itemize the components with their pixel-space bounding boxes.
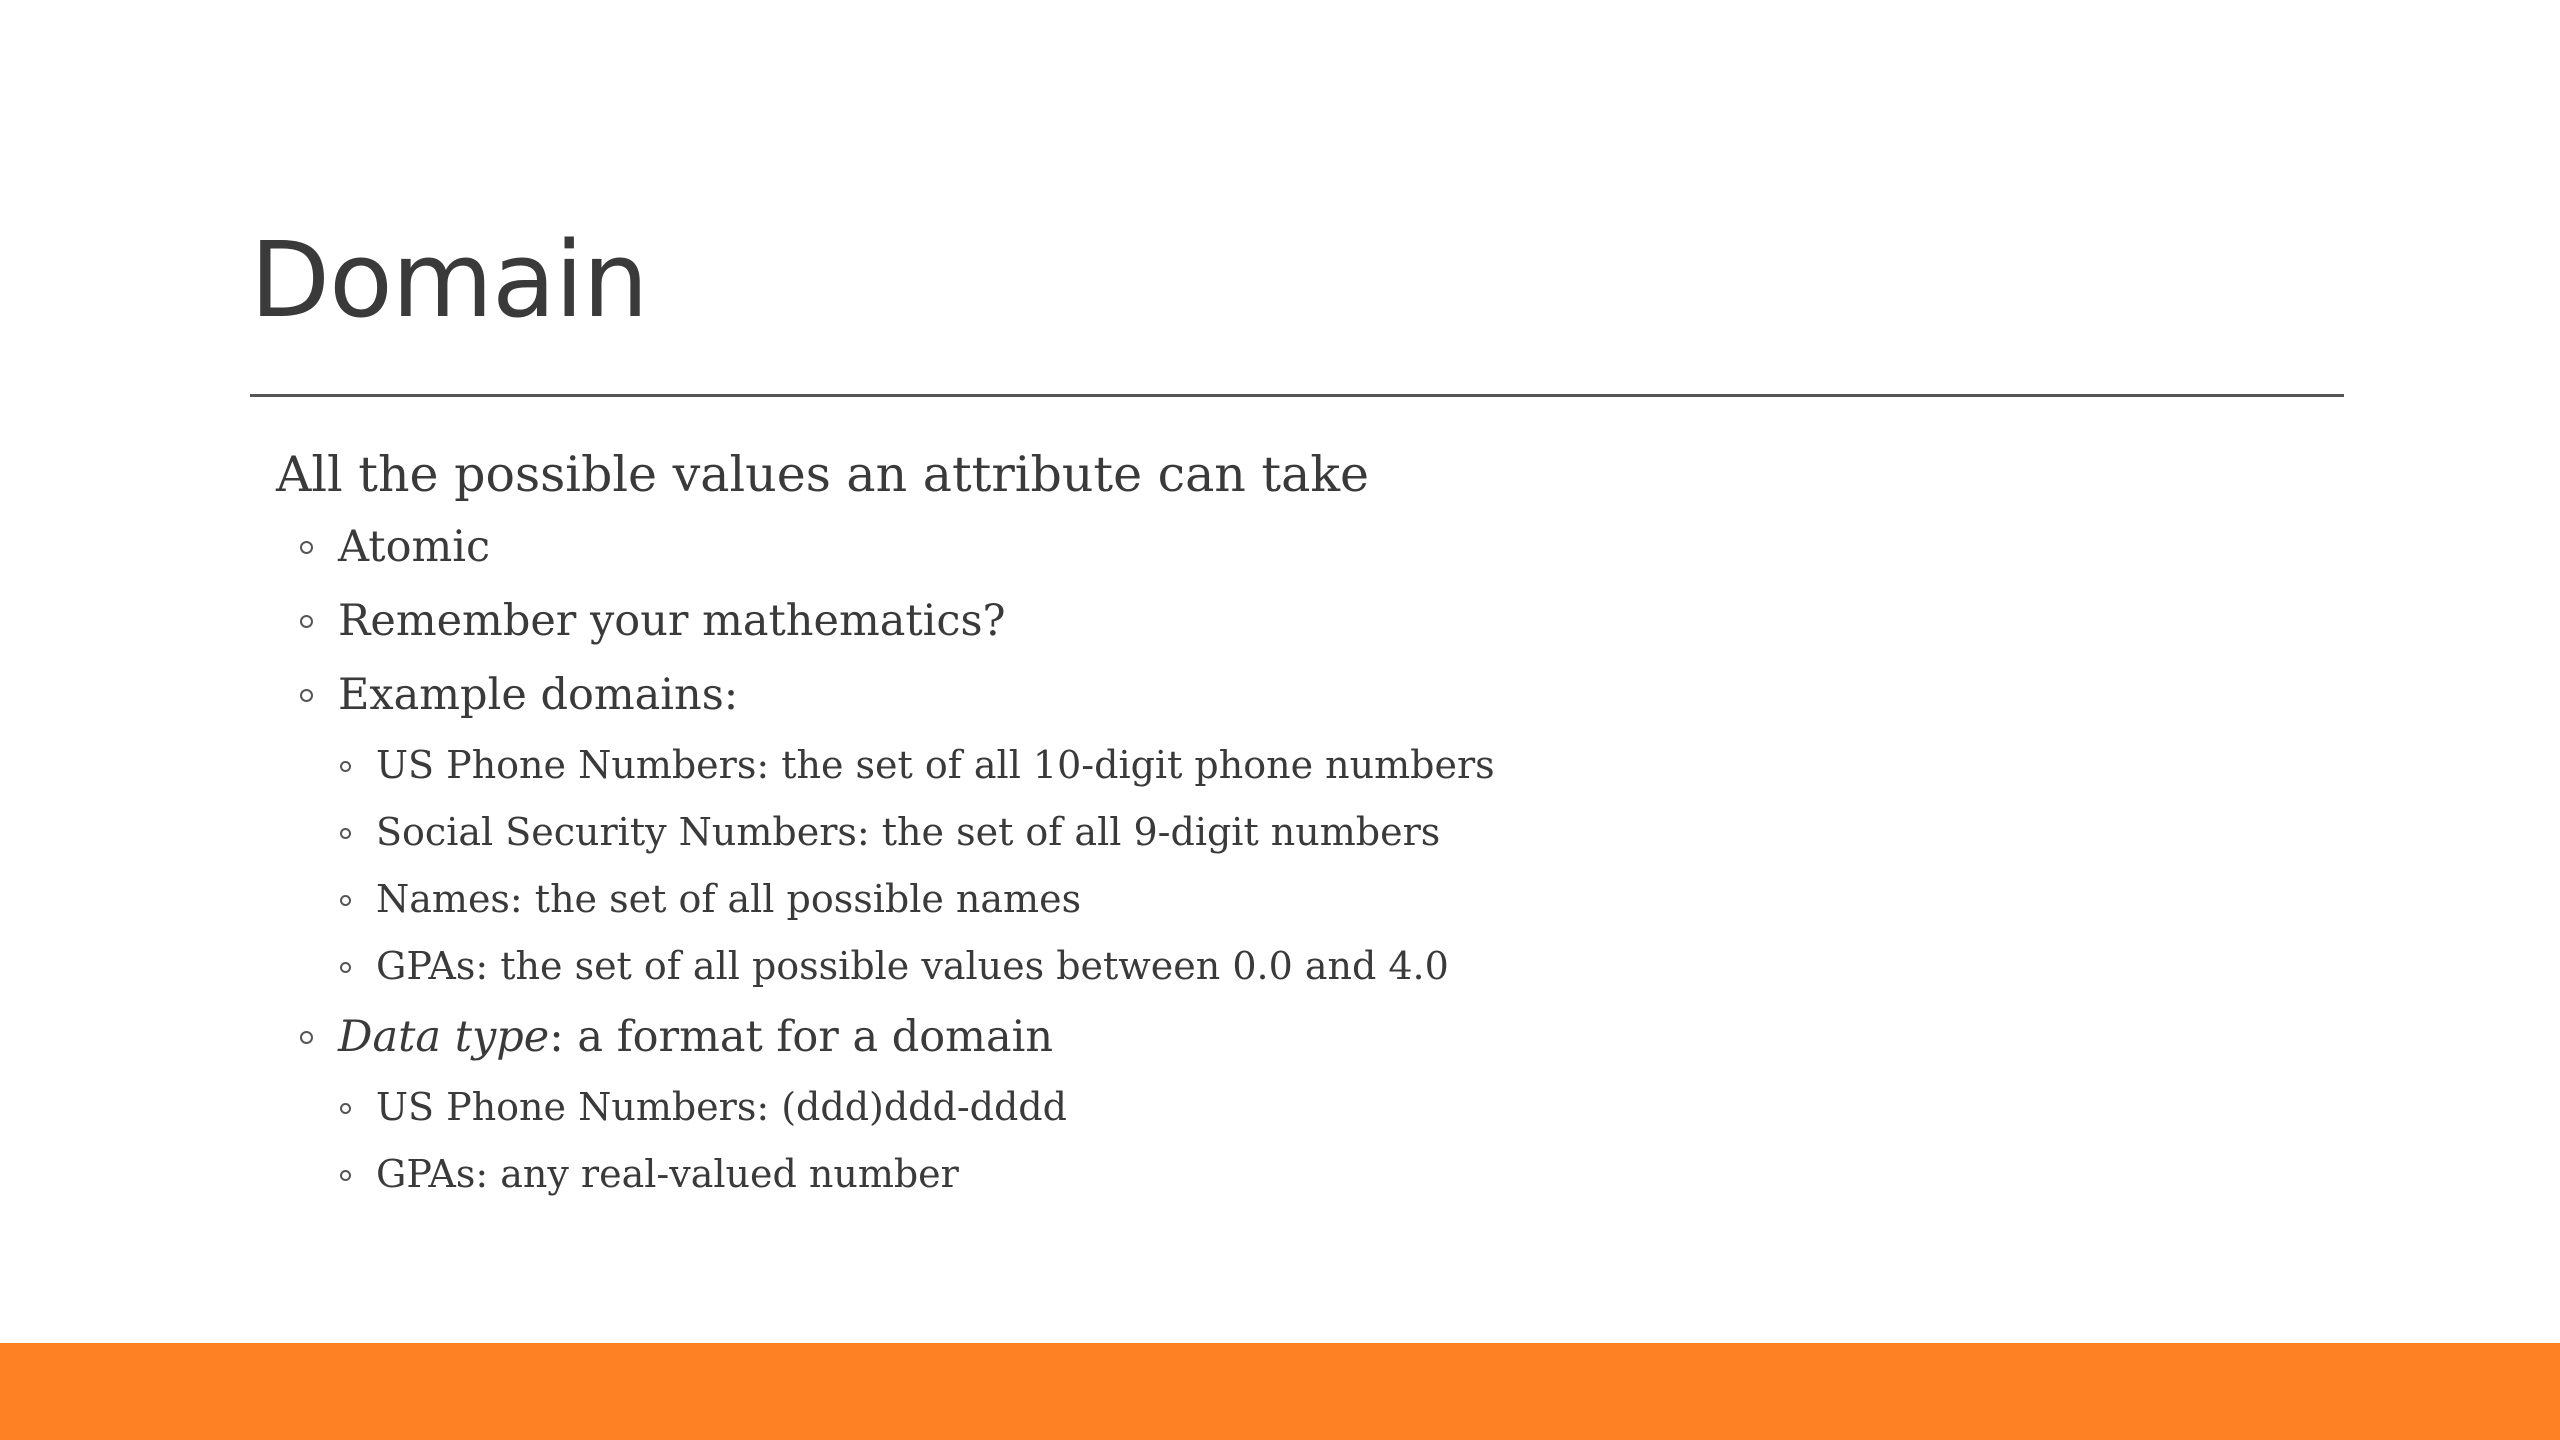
sub-bullet-text: Names: the set of all possible names — [376, 877, 1082, 921]
sub-bullet-item — [276, 799, 2376, 866]
title-divider — [250, 394, 2344, 397]
bullet-circle-icon — [340, 962, 351, 973]
bullet-circle-icon — [340, 895, 351, 906]
bullet-circle-icon — [340, 1170, 351, 1181]
sub-bullet-text: US Phone Numbers: (ddd)ddd-dddd — [376, 1085, 1067, 1129]
intro-text: All the possible values an attribute can take — [276, 446, 1370, 503]
bullet-circle-icon — [300, 1031, 313, 1044]
bullet-item — [276, 1000, 2376, 1074]
bullet-text: Example domains: — [338, 670, 739, 720]
sub-bullet-item — [276, 1074, 2376, 1141]
emphasis-term: Data type — [338, 1012, 550, 1062]
sub-bullet-text: Social Security Numbers: the set of all 9-digit numbers — [376, 810, 1441, 854]
bullet-item — [276, 658, 2376, 732]
bullet-item — [276, 584, 2376, 658]
bullet-circle-icon — [340, 828, 351, 839]
sub-bullet-text: US Phone Numbers: the set of all 10-digit phone numbers — [376, 743, 1495, 787]
bullet-circle-icon — [340, 1103, 351, 1114]
bullet-circle-icon — [300, 689, 313, 702]
bullet-circle-icon — [340, 761, 351, 772]
sub-bullet-item — [276, 933, 2376, 1000]
footer-accent-bar — [0, 1343, 2560, 1440]
bullet-text: Atomic — [338, 522, 491, 572]
bullet-circle-icon — [300, 541, 313, 554]
sub-bullet-text: GPAs: any real-valued number — [376, 1152, 959, 1196]
slide-title: Domain — [250, 219, 648, 341]
bullet-text: Remember your mathematics? — [338, 596, 1006, 646]
bullet-item — [276, 510, 2376, 584]
sub-bullet-item — [276, 732, 2376, 799]
bullet-circle-icon — [300, 615, 313, 628]
sub-bullet-item — [276, 866, 2376, 933]
slide-body — [276, 440, 2376, 1208]
sub-bullet-item — [276, 1141, 2376, 1208]
sub-bullet-text: GPAs: the set of all possible values between 0.0 and 4.0 — [376, 944, 1449, 988]
bullet-text: : a format for a domain — [549, 1012, 1054, 1062]
